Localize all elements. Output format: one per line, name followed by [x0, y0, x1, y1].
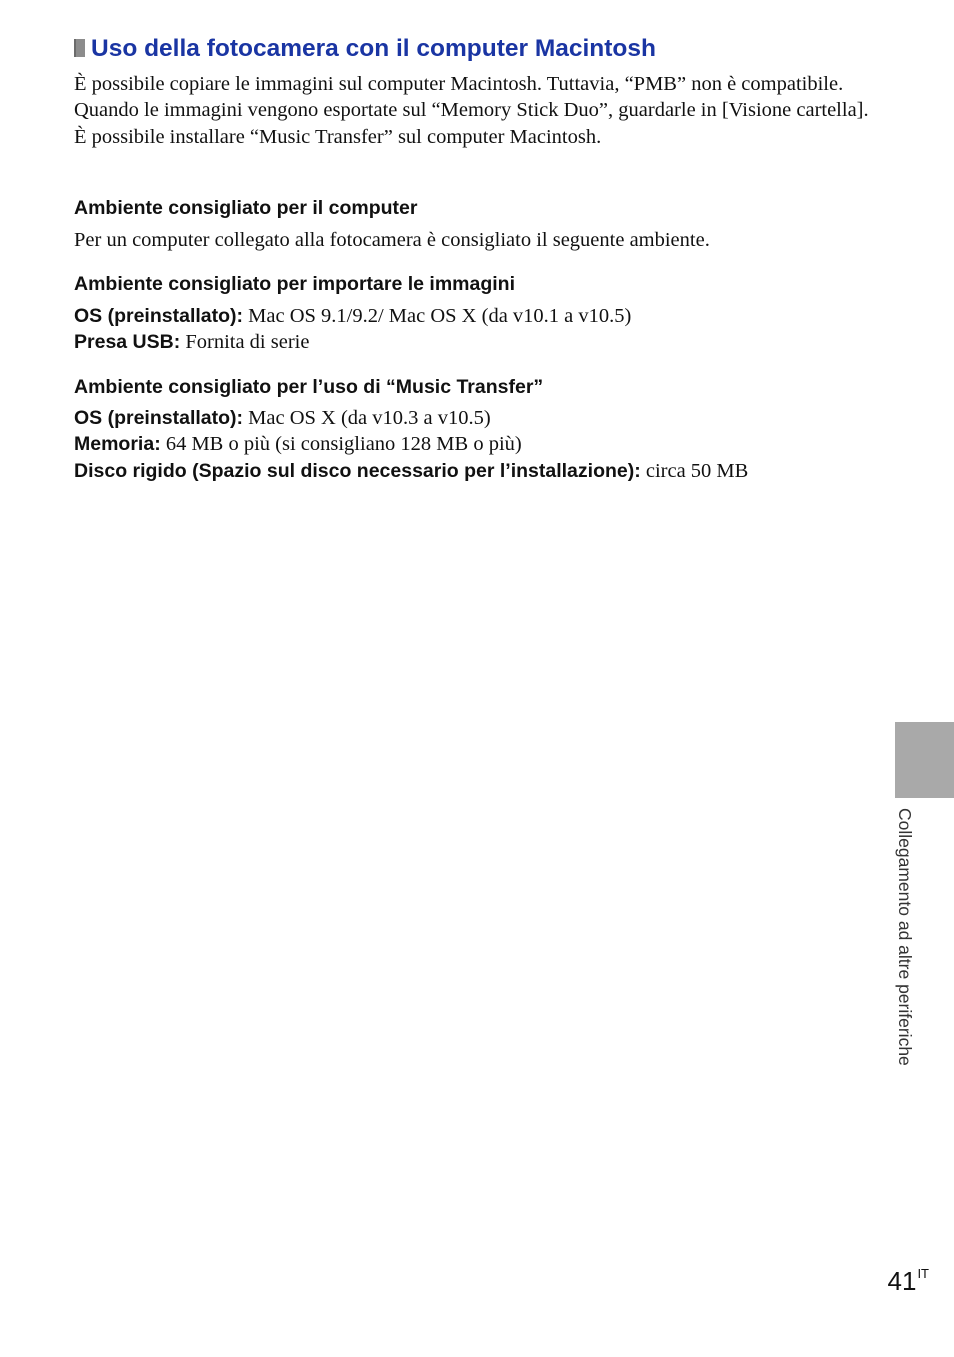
section-marker-icon	[74, 39, 85, 57]
spec-value: Mac OS X (da v10.3 a v10.5)	[248, 407, 491, 429]
page-language-code: IT	[917, 1266, 929, 1281]
spec-label: Disco rigido (Spazio sul disco necessario per l’installazione):	[74, 459, 641, 482]
spec-label: OS (preinstallato):	[74, 407, 244, 429]
spec-row-disk	[74, 458, 874, 484]
music-env-block	[74, 405, 874, 484]
intro-text	[74, 71, 874, 150]
spec-label: Memoria:	[74, 433, 161, 456]
spec-value: Mac OS 9.1/9.2/ Mac OS X (da v10.1 a v10.5)	[248, 305, 632, 327]
intro-paragraph: È possibile installare “Music Transfer” sul computer Macintosh.	[74, 125, 602, 148]
spec-value: Fornita di serie	[185, 331, 310, 354]
spec-value: 64 MB o più (si consigliano 128 MB o più)	[165, 433, 522, 456]
spec-row-usb	[74, 329, 874, 355]
computer-env-block	[74, 227, 874, 253]
intro-paragraph: È possibile copiare le immagini sul computer Macintosh. Tuttavia, “PMB” non è compatibile. Quando le immagini vengono esportate sul “Memory Stick Duo”, guardarle in [Visione cartella].	[74, 73, 869, 122]
spec-row-os	[74, 405, 874, 431]
import-env-heading: Ambiente consigliato per importare le immagini	[74, 273, 516, 295]
spec-row-memory	[74, 431, 874, 457]
computer-env-text: Per un computer collegato alla fotocamera è consigliato il seguente ambiente.	[74, 229, 710, 251]
spec-value: circa 50 MB	[645, 459, 749, 482]
chapter-side-tab	[895, 722, 954, 798]
spec-row-os	[74, 303, 874, 329]
import-env-block	[74, 303, 874, 356]
section-title-text: Uso della fotocamera con il computer Macintosh	[91, 35, 656, 62]
page-number-value: 41	[887, 1266, 917, 1296]
chapter-side-label: Collegamento ad altre periferiche	[895, 808, 915, 1066]
page-number	[888, 1266, 929, 1297]
computer-env-heading: Ambiente consigliato per il computer	[74, 197, 418, 219]
spec-label: OS (preinstallato):	[74, 305, 244, 327]
spec-label: Presa USB:	[74, 331, 181, 354]
section-title	[74, 33, 656, 65]
music-env-heading: Ambiente consigliato per l’uso di “Music Transfer”	[74, 376, 544, 398]
